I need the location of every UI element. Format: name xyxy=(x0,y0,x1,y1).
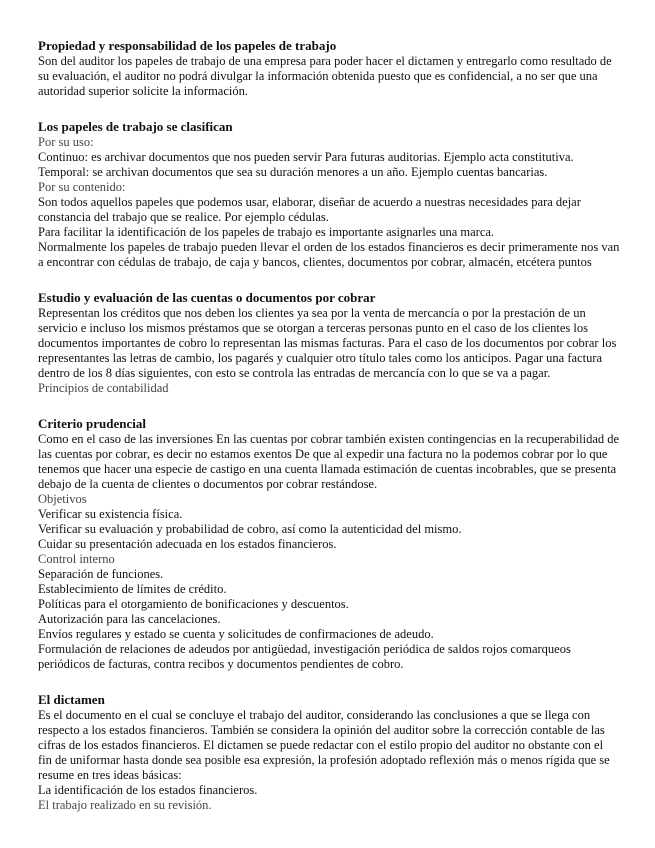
paragraph: Continuo: es archivar documentos que nos pueden servir Para futuras auditorias. Ejemplo acta constitutiva. xyxy=(38,150,574,164)
paragraph: Envíos regulares y estado se cuenta y solicitudes de confirmaciones de adeudo. xyxy=(38,627,434,641)
section-cuentas-por-cobrar xyxy=(38,290,620,396)
section-dictamen xyxy=(38,692,620,813)
paragraph: Políticas para el otorgamiento de bonificaciones y descuentos. xyxy=(38,597,349,611)
paragraph: Separación de funciones. xyxy=(38,567,164,581)
section-heading: Estudio y evaluación de las cuentas o documentos por cobrar xyxy=(38,290,376,305)
paragraph: Por su contenido: xyxy=(38,180,126,194)
section-heading: Propiedad y responsabilidad de los papeles de trabajo xyxy=(38,38,337,53)
paragraph: Cuidar su presentación adecuada en los estados financieros. xyxy=(38,537,337,551)
paragraph: Formulación de relaciones de adeudos por antigüedad, investigación periódica de saldos rojos comarqueos periódicos de facturas, contra recibos y documentos pendientes de cobro. xyxy=(38,642,571,671)
paragraph: Por su uso: xyxy=(38,135,94,149)
paragraph: Control interno xyxy=(38,552,115,566)
section-heading: El dictamen xyxy=(38,692,105,707)
paragraph: Representan los créditos que nos deben los clientes ya sea por la venta de mercancía o por la prestación de un servicio e incluso los mismos préstamos que se otorgan a terceras personas punto en el caso de los clientes los documentos importantes de cobro lo representan las mismas facturas. Para el caso de los documentos por cobrar los representantes las letras de cambio, los pagarés y cualquier otro título tales como los anticipos. Pagar una factura dentro de los 8 días siguientes, con esto se controla las entradas de mercancía con lo que se va a pagar. xyxy=(38,306,617,380)
paragraph: Principios de contabilidad xyxy=(38,381,169,395)
paragraph: Normalmente los papeles de trabajo pueden llevar el orden de los estados financieros es decir primeramente nos van a encontrar con cédulas de trabajo, de caja y bancos, clientes, documentos por cobrar, almacén, etcétera puntos xyxy=(38,240,620,269)
paragraph: La identificación de los estados financieros. xyxy=(38,783,258,797)
paragraph: Son todos aquellos papeles que podemos usar, elaborar, diseñar de acuerdo a nuestras necesidades para dejar constancia del trabajo que se realice. Por ejemplo cédulas. xyxy=(38,195,581,224)
paragraph: El trabajo realizado en su revisión. xyxy=(38,798,212,812)
section-propiedad xyxy=(38,38,620,99)
document-page xyxy=(38,38,620,833)
paragraph: Establecimiento de límites de crédito. xyxy=(38,582,227,596)
paragraph: Temporal: se archivan documentos que sea su duración menores a un año. Ejemplo cuentas bancarias. xyxy=(38,165,548,179)
paragraph: Objetivos xyxy=(38,492,87,506)
paragraph: Es el documento en el cual se concluye el trabajo del auditor, considerando las conclusiones a que se llega con respecto a los estados financieros. También se considera la opinión del auditor sobre la corrección contable de las cifras de los estados financieros. El dictamen se puede redactar con el estilo propio del auditor no obstante con el fin de uniformar hasta donde sea posible esa expresión, la profesión adoptado reflexión más o menos rígida que se resume en tres ideas básicas: xyxy=(38,708,610,782)
paragraph: Para facilitar la identificación de los papeles de trabajo es importante asignarles una marca. xyxy=(38,225,495,239)
paragraph: Verificar su evaluación y probabilidad de cobro, así como la autenticidad del mismo. xyxy=(38,522,462,536)
section-heading: Los papeles de trabajo se clasifican xyxy=(38,119,233,134)
paragraph: Como en el caso de las inversiones En las cuentas por cobrar también existen contingencias en la recuperabilidad de las cuentas por cobrar, es decir no estamos exentos De que al expedir una factura no la podemos cobrar por lo que tenemos que hacer una especie de castigo en una cuenta llamada estimación de cuentas incobrables, que se presenta debajo de la cuenta de clientes o documentos por cobrar restándose. xyxy=(38,432,620,491)
section-heading: Criterio prudencial xyxy=(38,416,146,431)
section-clasificacion xyxy=(38,119,620,270)
section-criterio-prudencial xyxy=(38,416,620,672)
paragraph: Son del auditor los papeles de trabajo de una empresa para poder hacer el dictamen y entregarlo como resultado de su evaluación, el auditor no podrá divulgar la información obtenida puesto que es confidencial, a no ser que una autoridad superior solicite la información. xyxy=(38,54,612,98)
paragraph: Verificar su existencia física. xyxy=(38,507,183,521)
paragraph: Autorización para las cancelaciones. xyxy=(38,612,221,626)
